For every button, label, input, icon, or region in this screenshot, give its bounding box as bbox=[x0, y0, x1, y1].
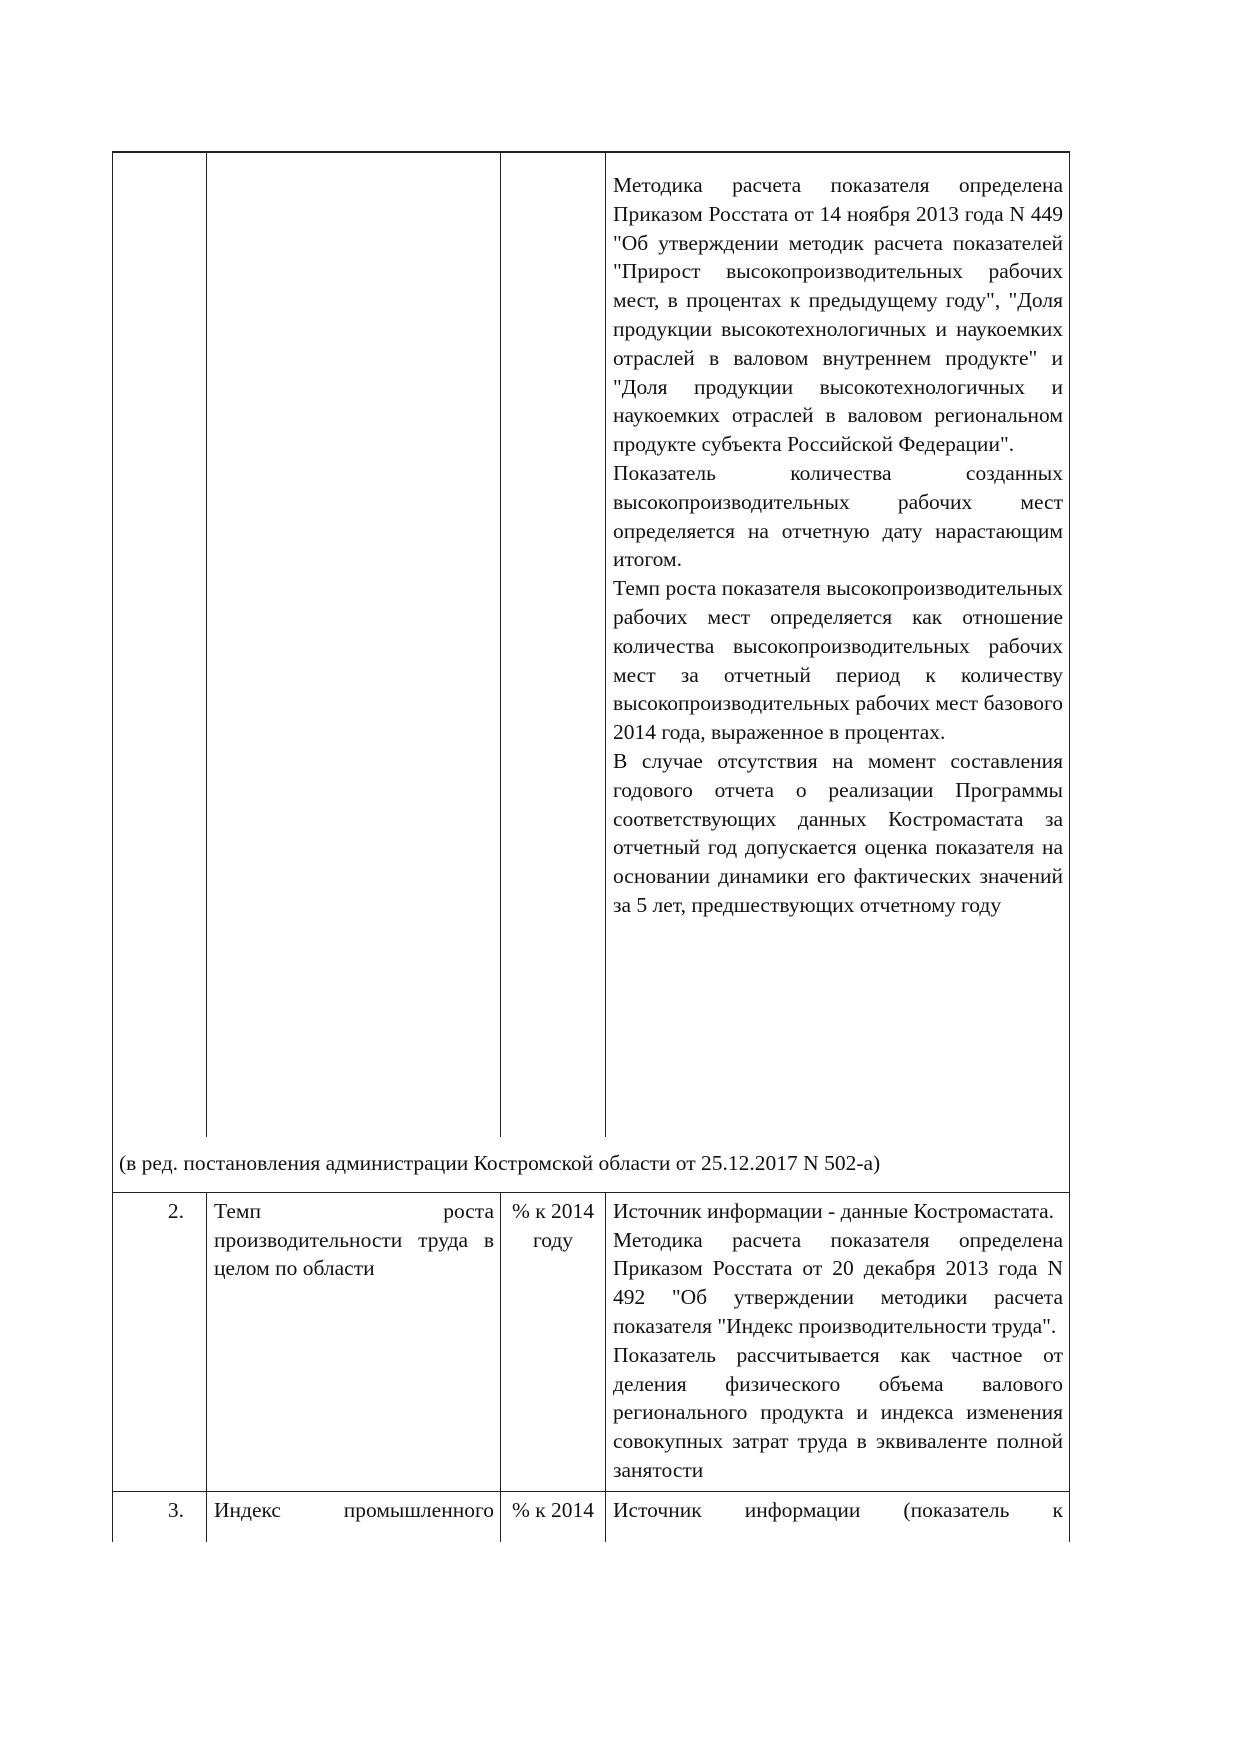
unit bbox=[501, 152, 606, 1137]
indicator-text: Темп роста производительности труда в целом по области bbox=[214, 1198, 494, 1281]
table-row bbox=[113, 1491, 1070, 1542]
indicator-name bbox=[207, 1192, 501, 1491]
word: промышленного bbox=[343, 1497, 494, 1522]
indicators-table bbox=[112, 151, 1070, 1542]
word: информации bbox=[744, 1497, 861, 1522]
indicator-name bbox=[207, 1491, 501, 1542]
paragraph: Методика расчета показателя определена Приказом Росстата от 14 ноября 2013 года N 449 "Об утверждении методик расчета показателей "Прирост высокопроизводительных рабочих мест, в процентах к предыдущему году", "Доля продукции высокотехнологичных и наукоемких отраслей в валовом внутреннем продукте" и "Доля продукции высокотехнологичных и наукоемких отраслей в валовом региональном продукте субъекта Российской Федерации". bbox=[613, 173, 1063, 457]
method-description bbox=[606, 152, 1070, 1137]
unit: % к 2014 году bbox=[501, 1192, 606, 1491]
row-number bbox=[113, 152, 207, 1137]
word: (показатель bbox=[903, 1497, 1010, 1522]
word: Источник bbox=[613, 1497, 702, 1522]
amendment-note: (в ред. постановления администрации Костромской области от 25.12.2017 N 502-а) bbox=[113, 1137, 1070, 1192]
row-number: 3. bbox=[113, 1491, 207, 1542]
word: Индекс bbox=[214, 1497, 281, 1522]
word: к bbox=[1052, 1497, 1063, 1522]
row-number: 2. bbox=[113, 1192, 207, 1491]
paragraph: Показатель рассчитывается как частное от деления физического объема валового регионального продукта и индекса изменения совокупных затрат труда в эквиваленте полной занятости bbox=[613, 1342, 1063, 1482]
paragraph: В случае отсутствия на момент составления годового отчета о реализации Программы соответствующих данных Костромастата за отчетный год допускается оценка показателя на основании динамики его фактических значений за 5 лет, предшествующих отчетному году bbox=[613, 748, 1063, 917]
table-row bbox=[113, 152, 1070, 1137]
unit: % к 2014 bbox=[501, 1491, 606, 1542]
paragraph: Источник информации - данные Костромастата. bbox=[613, 1198, 1055, 1223]
paragraph: Методика расчета показателя определена Приказом Росстата от 20 декабря 2013 года N 492 "Об утверждении методики расчета показателя "Индекс производительности труда". bbox=[613, 1227, 1063, 1338]
paragraph: Темп роста показателя высокопроизводительных рабочих мест определяется как отношение количества высокопроизводительных рабочих мест за отчетный период к количеству высокопроизводительных рабочих мест базового 2014 года, выраженное в процентах. bbox=[613, 576, 1063, 745]
paragraph: Показатель количества созданных высокопроизводительных рабочих мест определяется на отчетную дату нарастающим итогом. bbox=[613, 460, 1063, 572]
method-description bbox=[606, 1192, 1070, 1491]
indicator-name bbox=[207, 152, 501, 1137]
amendment-row bbox=[113, 1137, 1070, 1192]
method-description bbox=[606, 1491, 1070, 1542]
table-row bbox=[113, 1192, 1070, 1491]
